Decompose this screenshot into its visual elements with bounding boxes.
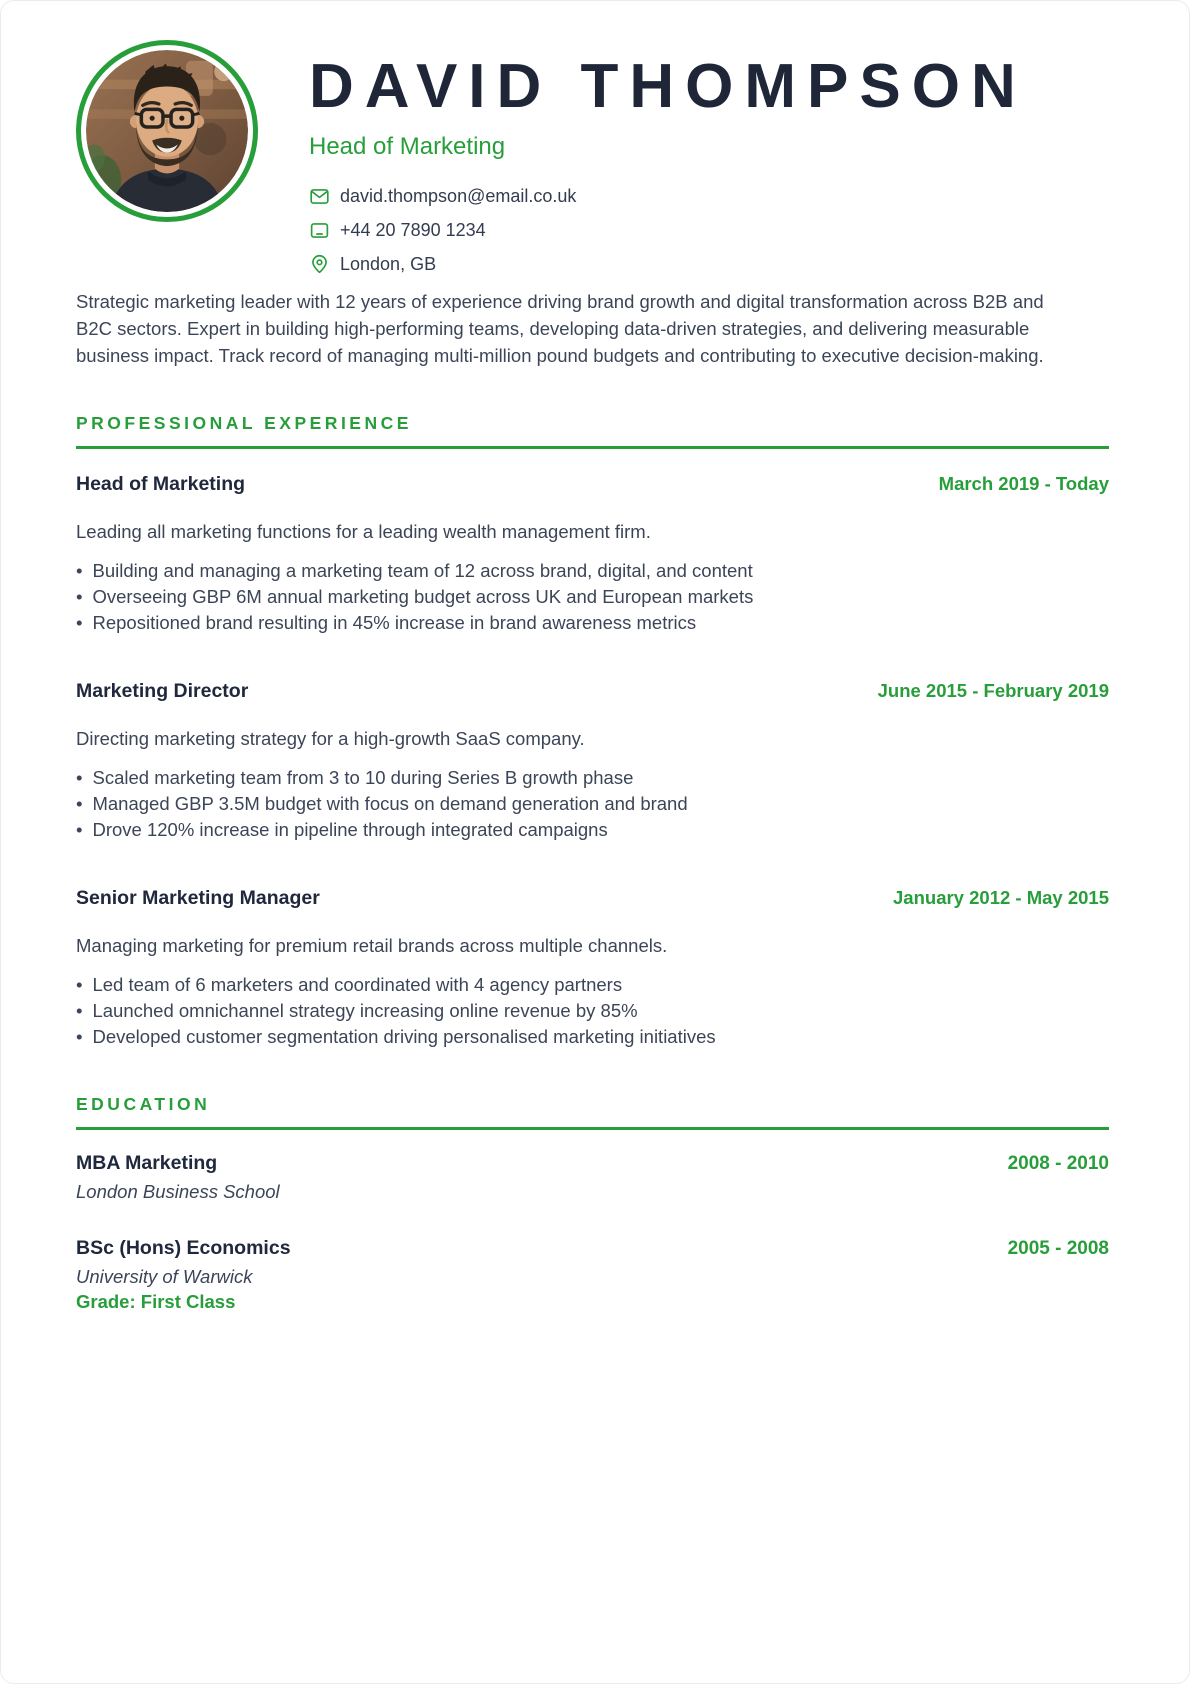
bullet-glyph: • <box>76 974 83 995</box>
job-description: Leading all marketing functions for a leading wealth management firm. <box>76 521 651 542</box>
bullet-text: Drove 120% increase in pipeline through integrated campaigns <box>92 819 608 840</box>
job-bullet <box>76 791 1109 817</box>
person-name: DAVID THOMPSON <box>309 52 1027 121</box>
bullet-glyph: • <box>76 560 83 581</box>
job-title-row <box>76 473 1109 496</box>
avatar <box>76 40 258 222</box>
phone-icon <box>309 220 330 241</box>
school-name: London Business School <box>76 1181 280 1202</box>
job-title: Marketing Director <box>76 680 249 702</box>
education-dates: 2005 - 2008 <box>1007 1238 1109 1259</box>
bullet-text: Repositioned brand resulting in 45% increase in brand awareness metrics <box>92 612 697 633</box>
profile-photo <box>86 50 248 212</box>
job-bullets <box>76 558 1109 636</box>
job-entry <box>76 887 1109 1050</box>
degree-title: BSc (Hons) Economics <box>76 1237 291 1259</box>
degree-title: MBA Marketing <box>76 1152 218 1174</box>
header <box>76 40 1109 275</box>
education-title-row <box>76 1152 1109 1175</box>
bullet-text: Led team of 6 marketers and coordinated with 4 agency partners <box>92 974 623 995</box>
experience-divider <box>76 446 1109 449</box>
job-dates: March 2019 - Today <box>938 473 1109 494</box>
education-entry <box>76 1237 1109 1313</box>
bullet-glyph: • <box>76 1000 83 1021</box>
job-bullet <box>76 765 1109 791</box>
job-bullet <box>76 998 1109 1024</box>
contact-phone: +44 20 7890 1234 <box>340 220 486 240</box>
contact-location-row <box>309 254 1109 275</box>
bullet-text: Building and managing a marketing team of 12 across brand, digital, and content <box>92 560 753 581</box>
bullet-glyph: • <box>76 612 83 633</box>
contact-phone-row <box>309 220 1109 241</box>
header-info <box>309 40 1109 275</box>
location-pin-icon <box>309 254 330 275</box>
bullet-text: Overseeing GBP 6M annual marketing budget across UK and European markets <box>92 586 754 607</box>
job-bullet <box>76 972 1109 998</box>
education-heading: EDUCATION <box>76 1094 211 1114</box>
education-entry <box>76 1152 1109 1203</box>
bullet-glyph: • <box>76 793 83 814</box>
bullet-text: Developed customer segmentation driving personalised marketing initiatives <box>92 1026 716 1047</box>
job-description: Directing marketing strategy for a high-growth SaaS company. <box>76 728 585 749</box>
job-bullet <box>76 558 1109 584</box>
job-bullet <box>76 610 1109 636</box>
job-dates: January 2012 - May 2015 <box>893 887 1109 908</box>
education-dates: 2008 - 2010 <box>1007 1153 1109 1174</box>
bullet-text: Managed GBP 3.5M budget with focus on demand generation and brand <box>92 793 688 814</box>
education-section <box>76 1094 1109 1313</box>
job-title-row <box>76 887 1109 910</box>
envelope-icon <box>309 186 330 207</box>
job-bullet <box>76 817 1109 843</box>
job-bullet <box>76 1024 1109 1050</box>
contact-email-row <box>309 186 1109 207</box>
grade-text: Grade: First Class <box>76 1291 236 1312</box>
bullet-glyph: • <box>76 819 83 840</box>
job-bullet <box>76 584 1109 610</box>
contact-list <box>309 186 1109 275</box>
job-title-row <box>76 680 1109 703</box>
job-entry <box>76 473 1109 636</box>
contact-location: London, GB <box>340 254 437 274</box>
job-entry <box>76 680 1109 843</box>
job-bullets <box>76 765 1109 843</box>
job-title: Senior Marketing Manager <box>76 887 320 909</box>
bullet-glyph: • <box>76 586 83 607</box>
job-bullets <box>76 972 1109 1050</box>
bullet-glyph: • <box>76 767 83 788</box>
experience-section <box>76 413 1109 1050</box>
bullet-text: Launched omnichannel strategy increasing online revenue by 85% <box>92 1000 638 1021</box>
job-dates: June 2015 - February 2019 <box>877 680 1109 701</box>
bullet-glyph: • <box>76 1026 83 1047</box>
summary-paragraph: Strategic marketing leader with 12 years of experience driving brand growth and digital transformation across B2B and B2C sectors. Expert in building high-performing teams, developing data-driven strategies, and delivering measurable business impact. Track record of managing multi-million pound budgets and contributing to executive decision-making. <box>76 291 1044 366</box>
education-divider <box>76 1127 1109 1130</box>
person-job-title: Head of Marketing <box>309 133 506 160</box>
experience-heading: PROFESSIONAL EXPERIENCE <box>76 413 412 433</box>
job-title: Head of Marketing <box>76 473 246 495</box>
education-title-row <box>76 1237 1109 1260</box>
school-name: University of Warwick <box>76 1266 253 1287</box>
bullet-text: Scaled marketing team from 3 to 10 during Series B growth phase <box>92 767 634 788</box>
job-description: Managing marketing for premium retail brands across multiple channels. <box>76 935 668 956</box>
contact-email: david.thompson@email.co.uk <box>340 186 577 206</box>
